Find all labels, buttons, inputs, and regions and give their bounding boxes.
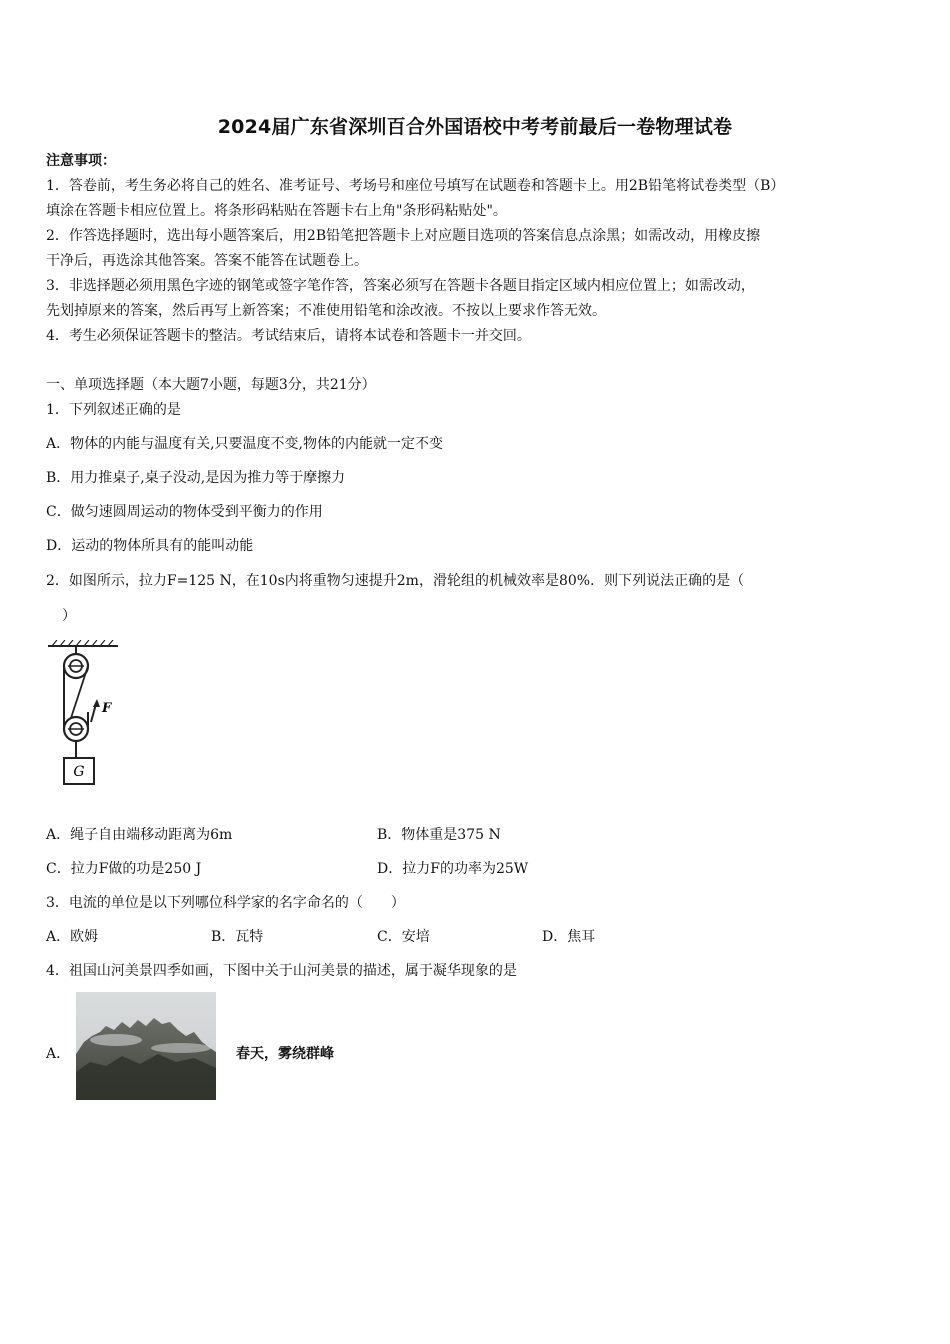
question-3-option-b: B．瓦特	[211, 929, 264, 945]
question-3-option-d: D．焦耳	[542, 929, 596, 945]
notice-line: 先划掉原来的答案，然后再写上新答案；不准使用铅笔和涂改液。不按以上要求作答无效。	[46, 303, 606, 319]
mist-band	[90, 1034, 142, 1046]
notice-line: 4．考生必须保证答题卡的整洁。考试结束后，请将本试卷和答题卡一并交回。	[46, 328, 531, 344]
question-1-option-b: B．用力推桌子,桌子没动,是因为推力等于摩擦力	[46, 470, 346, 486]
question-2-option-c: C．拉力F做的功是250 J	[46, 861, 202, 877]
question-2-option-d: D．拉力F的功率为25W	[377, 861, 529, 877]
question-2-option-b: B．物体重是375 N	[377, 827, 501, 843]
question-1-option-a: A．物体的内能与温度有关,只要温度不变,物体的内能就一定不变	[46, 436, 444, 452]
section-heading: 一、单项选择题（本大题7小题，每题3分，共21分）	[46, 377, 376, 393]
question-1-option-c: C．做匀速圆周运动的物体受到平衡力的作用	[46, 504, 323, 520]
question-2-option-a: A．绳子自由端移动距离为6m	[46, 827, 233, 843]
misty-mountain-photo	[76, 992, 216, 1100]
question-2-paren: ）	[62, 608, 76, 624]
force-label: F	[102, 701, 112, 716]
pulley-diagram	[44, 640, 124, 790]
question-4-stem: 4．祖国山河美景四季如画，下图中关于山河美景的描述，属于凝华现象的是	[46, 963, 517, 979]
notice-line: 2．作答选择题时，选出每小题答案后，用2B铅笔把答题卡上对应题目选项的答案信息点涂黑；如需改动，用橡皮擦	[46, 228, 761, 244]
notice-line: 填涂在答题卡相应位置上。将条形码粘贴在答题卡右上角"条形码粘贴处"。	[46, 203, 507, 219]
question-3-stem: 3．电流的单位是以下列哪位科学家的名字命名的（ ）	[46, 895, 405, 911]
rope-middle	[71, 666, 88, 718]
question-2-stem: 2．如图所示，拉力F=125 N，在10s内将重物匀速提升2m，滑轮组的机械效率是80%．则下列说法正确的是（	[46, 573, 745, 589]
page-title: 2024届广东省深圳百合外国语校中考考前最后一卷物理试卷	[217, 116, 733, 138]
notice-line: 干净后，再选涂其他答案。答案不能答在试题卷上。	[46, 253, 368, 269]
question-4-option-a-label: A．	[46, 1046, 71, 1062]
question-3-option-a: A．欧姆	[46, 929, 99, 945]
force-arrow-head	[93, 699, 100, 707]
weight-label: G	[73, 764, 85, 780]
notice-line: 3．非选择题必须用黑色字迹的钢笔或签字笔作答，答案必须写在答题卡各题目指定区域内相应位置上；如需改动，	[46, 278, 755, 294]
question-1-option-d: D．运动的物体所具有的能叫动能	[46, 538, 254, 554]
notice-heading: 注意事项：	[46, 153, 116, 169]
question-3-option-c: C．安培	[377, 929, 430, 945]
question-4-option-a-text: 春天，雾绕群峰	[236, 1046, 334, 1062]
question-1-stem: 1．下列叙述正确的是	[46, 402, 181, 418]
mist-band	[151, 1043, 211, 1053]
notice-line: 1．答卷前，考生务必将自己的姓名、准考证号、考场号和座位号填写在试题卷和答题卡上。用2B铅笔将试卷类型（B）	[46, 178, 785, 194]
